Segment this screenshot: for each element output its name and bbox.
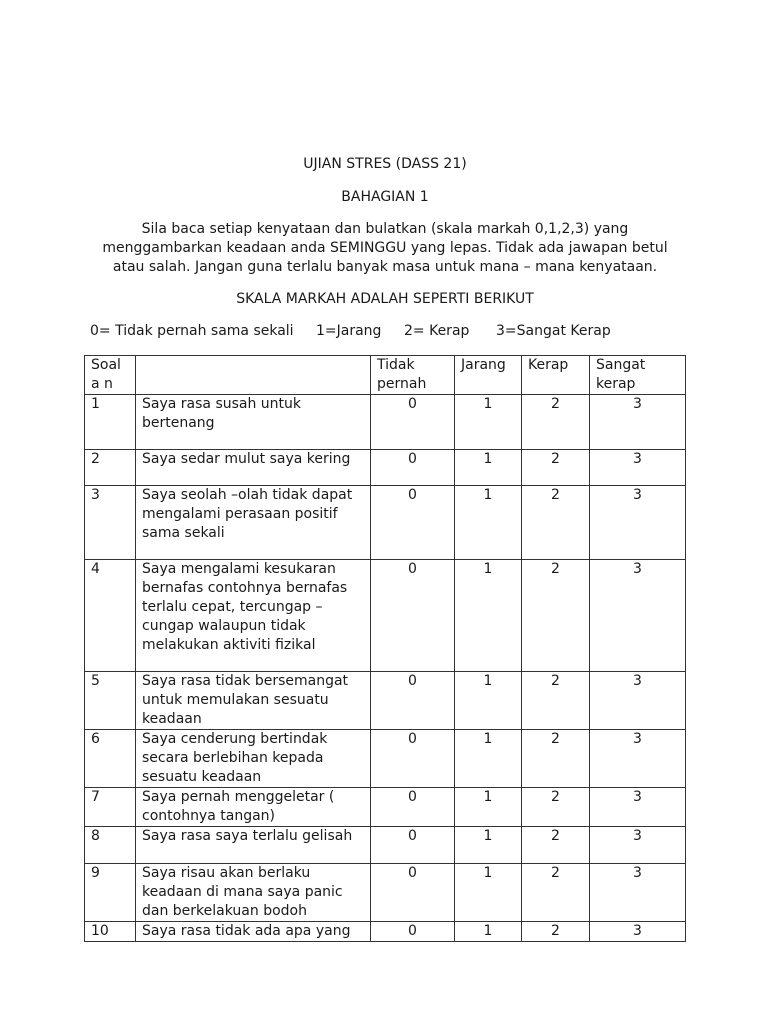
question-statement: Saya rasa saya terlalu gelisah	[136, 827, 371, 864]
question-statement: Saya cenderung bertindak secara berlebihan kepada sesuatu keadaan	[136, 730, 371, 788]
scale-legend-2: 2= Kerap	[404, 323, 470, 339]
question-number: 10	[85, 922, 136, 942]
table-row	[85, 560, 686, 672]
score-option-2[interactable]: 2	[522, 922, 590, 942]
question-statement: Saya rasa susah untuk bertenang	[136, 395, 371, 450]
score-option-0[interactable]: 0	[371, 672, 455, 730]
score-option-2[interactable]: 2	[522, 486, 590, 560]
table-header-row	[85, 356, 686, 395]
document-title: UJIAN STRES (DASS 21)	[303, 156, 467, 172]
header-often: Kerap	[522, 356, 590, 395]
table-row	[85, 827, 686, 864]
score-option-3[interactable]: 3	[590, 864, 686, 922]
score-option-0[interactable]: 0	[371, 450, 455, 486]
table-row	[85, 672, 686, 730]
header-very-often: Sangat kerap	[590, 356, 686, 395]
score-option-0[interactable]: 0	[371, 395, 455, 450]
score-option-1[interactable]: 1	[455, 922, 522, 942]
question-number: 2	[85, 450, 136, 486]
score-option-3[interactable]: 3	[590, 672, 686, 730]
score-option-2[interactable]: 2	[522, 450, 590, 486]
header-statement	[136, 356, 371, 395]
score-option-3[interactable]: 3	[590, 395, 686, 450]
score-option-1[interactable]: 1	[455, 864, 522, 922]
table-row	[85, 486, 686, 560]
header-rarely: Jarang	[455, 356, 522, 395]
score-option-2[interactable]: 2	[522, 788, 590, 827]
score-option-2[interactable]: 2	[522, 395, 590, 450]
question-statement: Saya pernah menggeletar ( contohnya tangan)	[136, 788, 371, 827]
dass-question-table	[84, 355, 686, 942]
question-statement: Saya risau akan berlaku keadaan di mana saya panic dan berkelakuan bodoh	[136, 864, 371, 922]
score-option-3[interactable]: 3	[590, 560, 686, 672]
table-row	[85, 450, 686, 486]
score-option-0[interactable]: 0	[371, 730, 455, 788]
question-statement: Saya rasa tidak bersemangat untuk memulakan sesuatu keadaan	[136, 672, 371, 730]
score-option-0[interactable]: 0	[371, 827, 455, 864]
scale-legend	[90, 322, 690, 341]
score-option-3[interactable]: 3	[590, 827, 686, 864]
scale-legend-1: 1=Jarang	[316, 323, 382, 339]
score-option-1[interactable]: 1	[455, 672, 522, 730]
question-number: 7	[85, 788, 136, 827]
question-statement: Saya mengalami kesukaran bernafas contohnya bernafas terlalu cepat, tercungap – cungap walaupun tidak melakukan aktiviti fizikal	[136, 560, 371, 672]
scale-legend-0: 0= Tidak pernah sama sekali	[90, 323, 294, 339]
score-option-2[interactable]: 2	[522, 672, 590, 730]
scale-legend-3: 3=Sangat Kerap	[496, 323, 611, 339]
question-number: 1	[85, 395, 136, 450]
score-option-3[interactable]: 3	[590, 922, 686, 942]
score-option-0[interactable]: 0	[371, 922, 455, 942]
table-row	[85, 922, 686, 942]
header-never: Tidak pernah	[371, 356, 455, 395]
question-statement: Saya seolah –olah tidak dapat mengalami perasaan positif sama sekali	[136, 486, 371, 560]
table-row	[85, 395, 686, 450]
score-option-2[interactable]: 2	[522, 864, 590, 922]
question-statement: Saya sedar mulut saya kering	[136, 450, 371, 486]
table-row	[85, 864, 686, 922]
score-option-0[interactable]: 0	[371, 788, 455, 827]
score-option-0[interactable]: 0	[371, 864, 455, 922]
score-option-0[interactable]: 0	[371, 560, 455, 672]
score-option-2[interactable]: 2	[522, 560, 590, 672]
score-option-2[interactable]: 2	[522, 730, 590, 788]
question-statement: Saya rasa tidak ada apa yang	[136, 922, 371, 942]
score-option-1[interactable]: 1	[455, 827, 522, 864]
header-question-number: Soala n	[85, 356, 136, 395]
question-number: 5	[85, 672, 136, 730]
score-option-1[interactable]: 1	[455, 486, 522, 560]
score-option-2[interactable]: 2	[522, 827, 590, 864]
table-row	[85, 788, 686, 827]
score-option-3[interactable]: 3	[590, 486, 686, 560]
question-number: 3	[85, 486, 136, 560]
score-option-1[interactable]: 1	[455, 395, 522, 450]
score-option-3[interactable]: 3	[590, 730, 686, 788]
instructions-paragraph: Sila baca setiap kenyataan dan bulatkan (skala markah 0,1,2,3) yang menggambarkan keadaan anda SEMINGGU yang lepas. Tidak ada jawapan betul atau salah. Jangan guna terlalu banyak masa untuk mana – mana kenyataan.	[102, 221, 668, 275]
table-row	[85, 730, 686, 788]
score-option-1[interactable]: 1	[455, 560, 522, 672]
section-heading: BAHAGIAN 1	[341, 189, 429, 205]
question-number: 9	[85, 864, 136, 922]
score-option-1[interactable]: 1	[455, 788, 522, 827]
score-option-1[interactable]: 1	[455, 730, 522, 788]
score-option-1[interactable]: 1	[455, 450, 522, 486]
question-number: 8	[85, 827, 136, 864]
score-option-3[interactable]: 3	[590, 788, 686, 827]
scale-heading: SKALA MARKAH ADALAH SEPERTI BERIKUT	[236, 291, 534, 307]
score-option-3[interactable]: 3	[590, 450, 686, 486]
question-number: 6	[85, 730, 136, 788]
question-number: 4	[85, 560, 136, 672]
score-option-0[interactable]: 0	[371, 486, 455, 560]
